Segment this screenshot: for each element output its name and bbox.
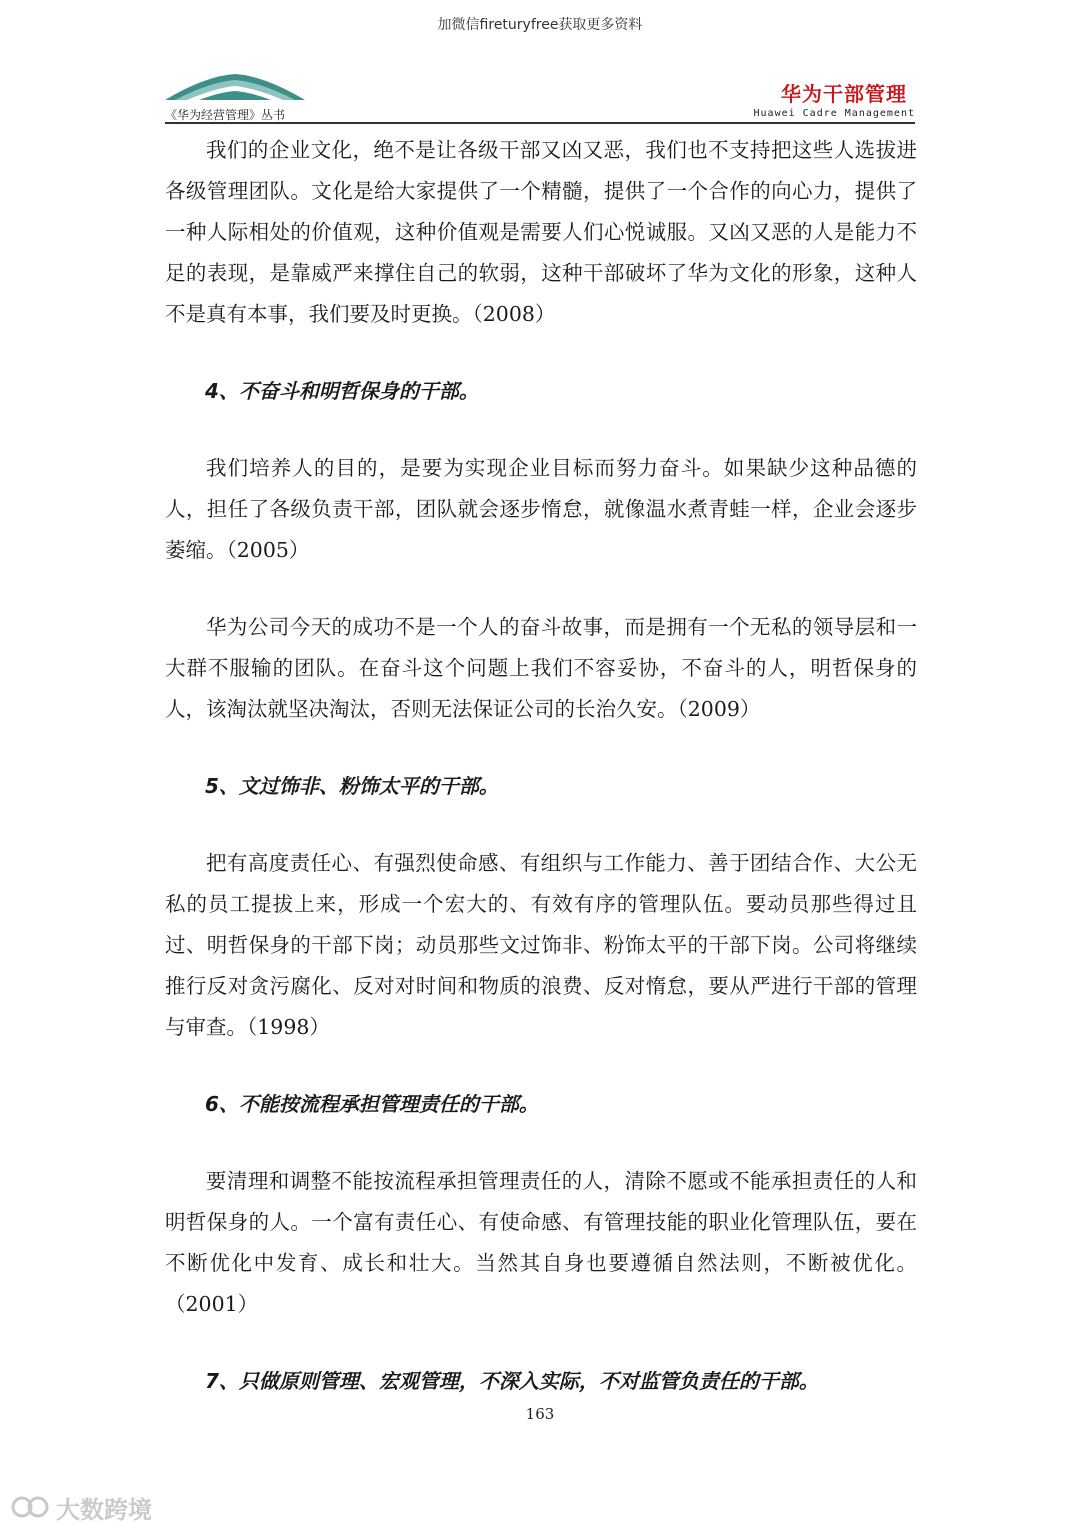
paragraph-4: 把有高度责任心、有强烈使命感、有组织与工作能力、善于团结合作、大公无私的员工提拔上来，形成一个宏大的、有效有序的管理队伍。要动员那些得过且过、明哲保身的干部下岗；动员那些文过饰非、粉饰太平的干部下岗。公司将继续推行反对贪污腐化、反对对时间和物质的浪费、反对惰怠，要从严进行干部的管理与审查。（1998） bbox=[165, 851, 917, 1039]
book-subtitle: Huawei Cadre Management bbox=[753, 108, 915, 119]
book-title: 华为干部管理 bbox=[781, 82, 907, 106]
page-header bbox=[165, 72, 915, 124]
paragraph-2: 我们培养人的目的，是要为实现企业目标而努力奋斗。如果缺少这种品德的人，担任了各级负责干部，团队就会逐步惰怠，就像温水煮青蛙一样，企业会逐步萎缩。（2005） bbox=[165, 456, 917, 562]
top-watermark: 加微信fireturyfree获取更多资料 bbox=[437, 17, 643, 33]
footer-watermark bbox=[10, 1489, 152, 1525]
paragraph-1: 我们的企业文化，绝不是让各级干部又凶又恶，我们也不支持把这些人选拔进各级管理团队。文化是给大家提供了一个精髓，提供了一个合作的向心力，提供了一种人际相处的价值观，这种价值观是需要人们心悦诚服。又凶又恶的人是能力不足的表现，是靠威严来撑住自己的软弱，这种干部破坏了华为文化的形象，这种人不是真有本事，我们要及时更换。（2008） bbox=[165, 138, 917, 326]
header-divider bbox=[165, 122, 915, 124]
section-heading-4: 4、不奋斗和明哲保身的干部。 bbox=[205, 379, 479, 403]
section-heading-6: 6、不能按流程承担管理责任的干部。 bbox=[205, 1092, 539, 1116]
page-body bbox=[165, 130, 917, 1402]
series-name: 《华为经营管理》丛书 bbox=[165, 108, 286, 122]
footer-brand-text: 大数跨境 bbox=[56, 1495, 152, 1524]
page-number: 163 bbox=[525, 1405, 555, 1423]
brand-logo-icon bbox=[10, 1492, 50, 1522]
paragraph-5: 要清理和调整不能按流程承担管理责任的人，清除不愿或不能承担责任的人和明哲保身的人。一个富有责任心、有使命感、有管理技能的职业化管理队伍，要在不断优化中发育、成长和壮大。当然其自身也要遵循自然法则，不断被优化。（2001） bbox=[165, 1169, 917, 1316]
paragraph-3: 华为公司今天的成功不是一个人的奋斗故事，而是拥有一个无私的领导层和一大群不服输的团队。在奋斗这个问题上我们不容妥协，不奋斗的人，明哲保身的人，该淘汰就坚决淘汰，否则无法保证公司的长治久安。（2009） bbox=[165, 615, 917, 721]
mountain-logo-icon bbox=[165, 72, 305, 102]
section-heading-7: 7、只做原则管理、宏观管理，不深入实际，不对监管负责任的干部。 bbox=[205, 1369, 819, 1393]
section-heading-5: 5、文过饰非、粉饰太平的干部。 bbox=[205, 774, 499, 798]
